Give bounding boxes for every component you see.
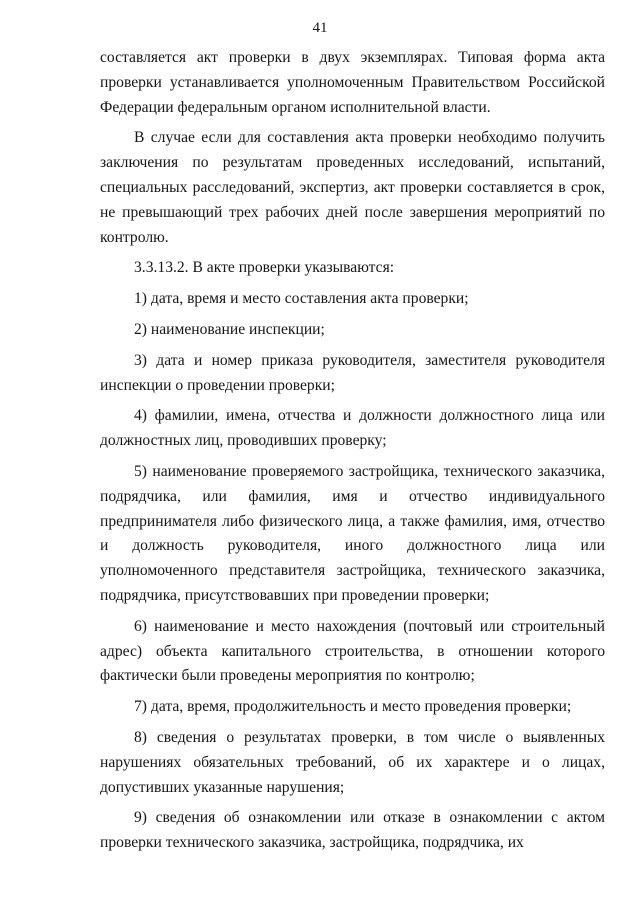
list-item-6: 6) наименование и место нахождения (почтовый или строительный адрес) объекта капитального строительства, в отношении которого фактически были проведены мероприятия по контролю;: [100, 617, 605, 685]
list-item-9: 9) сведения об ознакомлении или отказе в ознакомлении с актом проверки технического заказчика, застройщика, подрядчика, их: [100, 809, 605, 852]
list-item-7: 7) дата, время, продолжительность и место проведения проверки;: [134, 698, 572, 716]
list-item-2: 2) наименование инспекции;: [134, 320, 325, 338]
list-item-8: 8) сведения о результатах проверки, в том числе о выявленных нарушениях обязательных требований, об их характере и о лицах, допустивших указанные нарушения;: [100, 728, 605, 796]
list-item-5: 5) наименование проверяемого застройщика, технического заказчика, подрядчика, или фамилия, имя и отчество индивидуального предпринимателя либо физического лица, а также фамилия, имя, отчество и должность руководителя, иного должностного лица или уполномоченного представителя застройщика, технического заказчика, подрядчика, присутствовавших при проведении проверки;: [100, 462, 605, 604]
paragraph-continuation: составляется акт проверки в двух экземплярах. Типовая форма акта проверки устанавливается уполномоченным Правительством Российской Федерации федеральным органом исполнительной власти.: [100, 49, 605, 116]
list-item-3: 3) дата и номер приказа руководителя, заместителя руководителя инспекции о проведении проверки;: [100, 351, 605, 394]
section-heading-3-3-13-2: 3.3.13.2. В акте проверки указываются:: [134, 259, 395, 277]
page-number: 41: [312, 20, 328, 36]
list-item-1: 1) дата, время и место составления акта проверки;: [134, 290, 469, 308]
paragraph-conclusions: В случае если для составления акта проверки необходимо получить заключения по результатам проведенных исследований, испытаний, специальных расследований, экспертиз, акт проверки составляется в срок, не превышающий трех рабочих дней после завершения мероприятий по контролю.: [100, 129, 605, 246]
list-item-4: 4) фамилии, имена, отчества и должности должностного лица или должностных лиц, проводивших проверку;: [100, 407, 605, 450]
document-body: [100, 46, 605, 862]
